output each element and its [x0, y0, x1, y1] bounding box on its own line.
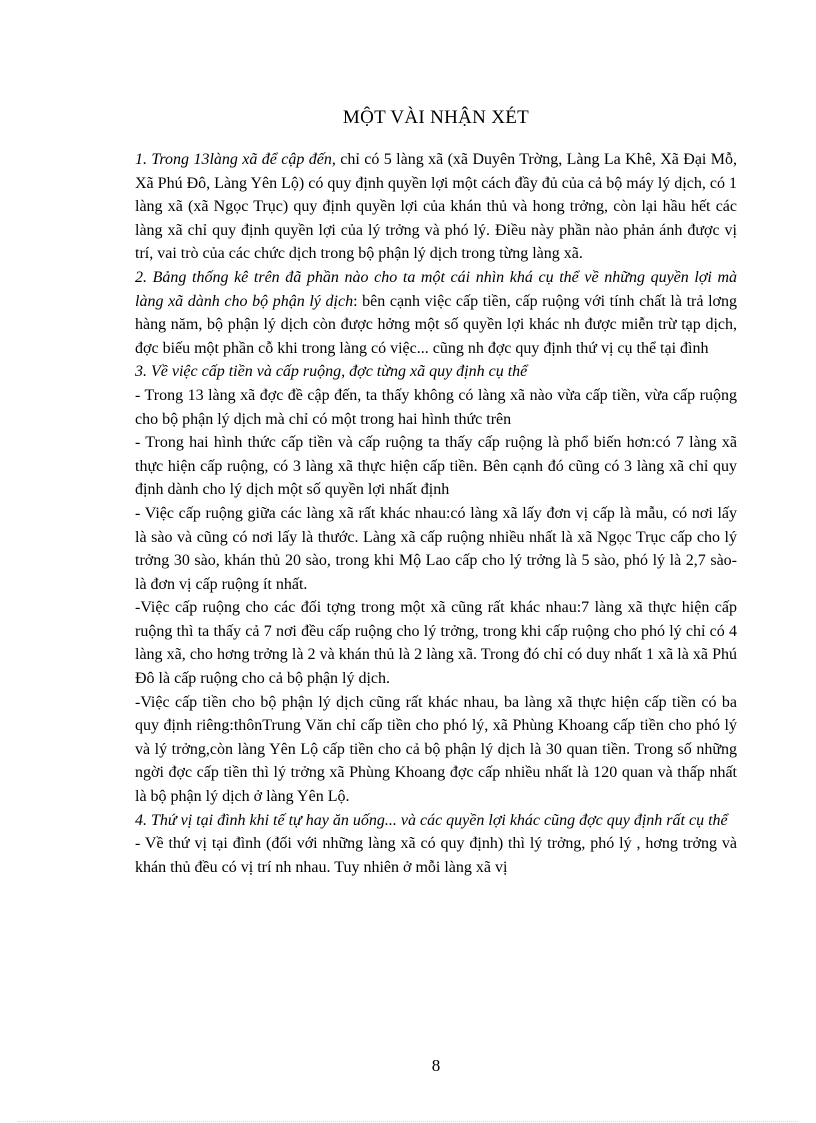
paragraph-1 [135, 148, 737, 266]
paragraph-text: -Việc cấp tiền cho bộ phận lý dịch cũng rất khác nhau, ba làng xã thực hiện cấp tiền có ba quy định riêng:thônTrung Văn chỉ cấp tiền cho phó lý, xã Phùng Khoang cấp tiền cho phó lý và lý trởng,còn làng Yên Lộ cấp tiền cho cả bộ phận lý dịch là 30 quan tiền. Trong số những ngời đợc cấp tiền thì lý trởng xã Phùng Khoang đợc cấp nhiều nhất là 120 quan và thấp nhất là bộ phận lý dịch ở làng Yên Lộ. [135, 693, 737, 806]
paragraph-text: -Việc cấp ruộng cho các đối tợng trong một xã cũng rất khác nhau:7 làng xã thực hiện cấp ruộng thì ta thấy cả 7 nơi đều cấp ruộng cho lý trởng, trong khi cấp ruộng cho phó lý chỉ có 4 làng xã, cho hơng trởng là 2 và khán thủ là 2 làng xã. Trong đó chỉ có duy nhất 1 xã là xã Phú Đô là cấp ruộng cho cả bộ phận lý dịch. [135, 599, 737, 688]
page-number: 8 [431, 1056, 441, 1075]
paragraph-4 [135, 384, 737, 431]
paragraph-9 [135, 809, 737, 833]
paragraph-heading: 1. Trong 13làng xã để cập đến [135, 151, 332, 168]
page-title: MỘT VÀI NHẬN XÉT [342, 107, 530, 128]
paragraph-10 [135, 832, 737, 879]
paragraph-text: , chỉ có 5 làng xã (xã Duyên Trờng, Làng La Khê, Xã Đại Mỗ, Xã Phú Đô, Làng Yên Lộ) có quy định quyền lợi một cách đầy đủ của cả bộ máy lý dịch, có 1 làng xã (xã Ngọc Trục) quy định quyền lợi của khán thủ và hong trởng, còn lại hầu hết các làng xã chỉ quy định quyền lợi của lý trởng và phó lý. Điều này phần nào phản ánh được vị trí, vai trò của các chức dịch trong bộ phận lý dịch trong từng làng xã. [135, 151, 738, 263]
paragraph-text: : bên cạnh việc cấp tiền, cấp ruộng với tính chất là trả lơng hàng năm, bộ phận lý dịch còn được hởng một số quyền lợi khác nh được miễn trừ tạp dịch, đợc biếu một phần cỗ khi trong làng có việc... cũng nh đợc quy định thứ vị cụ thể tại đình [135, 292, 737, 357]
footer-divider [18, 1121, 798, 1122]
paragraph-text: - Trong hai hình thức cấp tiền và cấp ruộng ta thấy cấp ruộng là phổ biến hơn:có 7 làng xã thực hiện cấp ruộng, có 3 làng xã thực hiện cấp tiền. Bên cạnh đó cũng có 3 làng xã chỉ quy định dành cho lý dịch một số quyền lợi nhất định [135, 434, 737, 499]
paragraph-heading: 2. Bảng thống kê trên đã phần nào cho ta một cái nhìn khá cụ thể về những quyền lợi mà làng xã dành cho bộ phận lý dịch [135, 268, 737, 310]
paragraph-2 [135, 266, 737, 360]
paragraph-6 [135, 502, 737, 596]
paragraph-5 [135, 431, 737, 502]
paragraph-8 [135, 691, 737, 809]
paragraph-3 [135, 360, 737, 384]
paragraph-text: - Về thứ vị tại đình (đối với những làng xã có quy định) thì lý trởng, phó lý , hơng trởng và khán thủ đều có vị trí nh nhau. Tuy nhiên ở mỗi làng xã vị [135, 835, 737, 876]
paragraph-heading: 4. Thứ vị tại đình khi tế tự hay ăn uống... và các quyền lợi khác cũng đợc quy định rất cụ thể [135, 811, 728, 829]
paragraph-7 [135, 596, 737, 690]
paragraph-text: - Trong 13 làng xã đợc đề cập đến, ta thấy không có làng xã nào vừa cấp tiền, vừa cấp ruộng cho bộ phận lý dịch mà chỉ có một trong hai hình thức trên [135, 386, 737, 428]
paragraph-text: - Việc cấp ruộng giữa các làng xã rất khác nhau:có làng xã lấy đơn vị cấp là mẫu, có nơi lấy là sào và cũng có nơi lấy là thước. Làng xã cấp ruộng nhiều nhất là xã Ngọc Trục cấp cho lý trởng 30 sào, khán thủ 20 sào, trong khi Mộ Lao cấp cho lý trởng là 5 sào, phó lý là 2,7 sào- là đơn vị cấp ruộng ít nhất. [135, 504, 737, 593]
document-body [135, 148, 737, 879]
paragraph-heading: 3. Về việc cấp tiền và cấp ruộng, đợc từng xã quy định cụ thể [135, 363, 528, 381]
